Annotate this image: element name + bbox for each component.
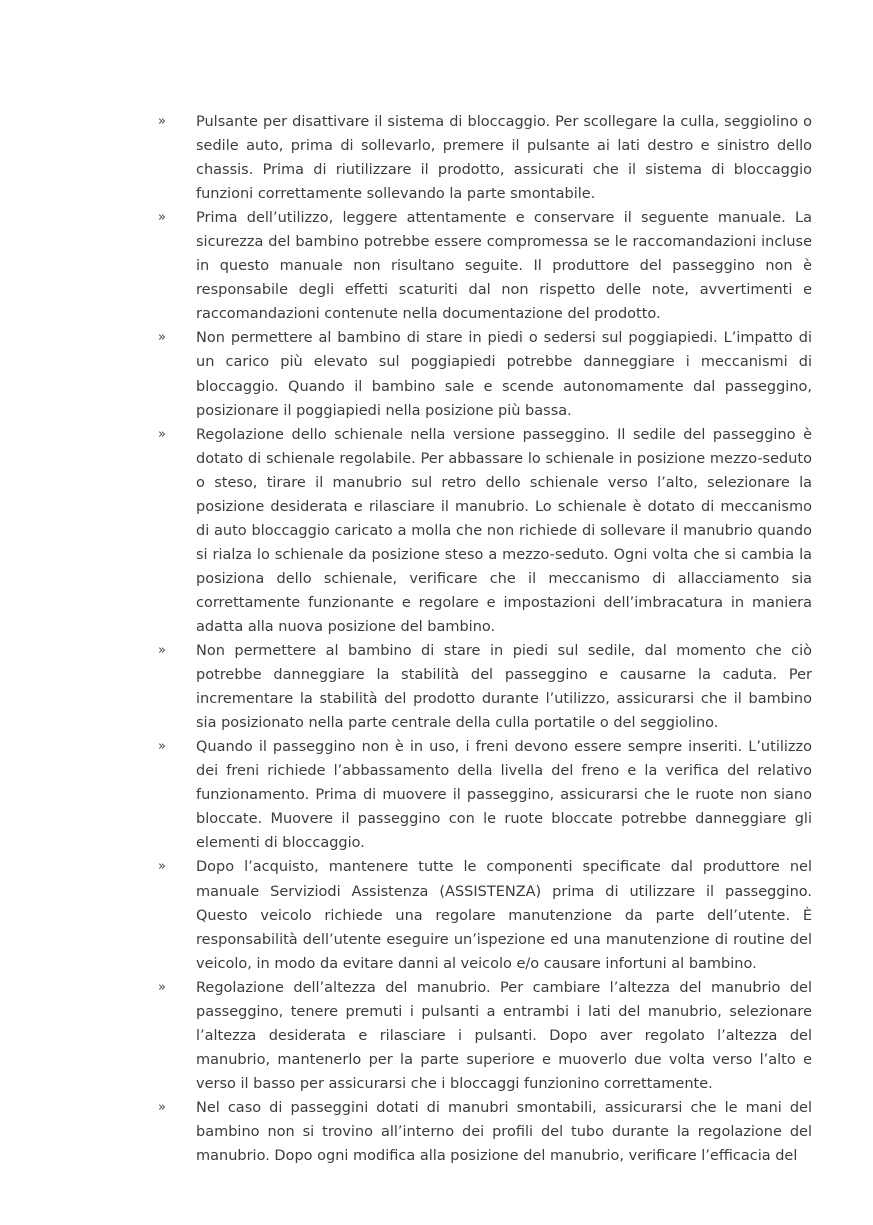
list-item — [158, 976, 812, 1096]
list-item — [158, 1096, 812, 1168]
bullet-marker: » — [158, 1099, 166, 1115]
bullet-marker: » — [158, 643, 166, 659]
list-item — [158, 423, 812, 639]
list-item — [158, 206, 812, 326]
list-item-text: Non permettere al bambino di stare in piedi sul sedile, dal momento che ciò potrebbe danneggiare la stabilità del passeggino e causarne la caduta. Per incrementare la stabilità del prodotto durante l’utilizzo, assicurarsi che il bambino sia posizionato nella parte centrale della culla portatile o del seggiolino. — [196, 643, 812, 732]
list-item-text: Quando il passeggino non è in uso, i freni devono essere sempre inseriti. L’utilizzo dei freni richiede l’abbassamento della livella del freno e la verifica del relativo funzionamento. Prima di muovere il passeggino, assicurarsi che le ruote non siano bloccate. Muovere il passeggino con le ruote bloccate potrebbe danneggiare gli elementi di bloccaggio. — [196, 739, 812, 852]
bullet-marker: » — [158, 114, 166, 129]
list-item — [158, 326, 812, 422]
list-item-text: Regolazione dell’altezza del manubrio. Per cambiare l’altezza del manubrio del passeggino, tenere premuti i pulsanti a entrambi i lati del manubrio, selezionare l’altezza desiderata e rilasciare i pulsanti. Dopo aver regolato l’altezza del manubrio, mantenerlo per la parte superiore e muoverlo due volta verso l’alto e verso il basso per assicurarsi che i bloccaggi funzionino correttamente. — [196, 979, 812, 1092]
list-item-text: Non permettere al bambino di stare in piedi o sedersi sul poggiapiedi. L’impatto di un carico più elevato sul poggiapiedi potrebbe danneggiare i meccanismi di bloccaggio. Quando il bambino sale e scende autonomamente dal passeggino, posizionare il poggiapiedi nella posizione più bassa. — [196, 330, 812, 419]
list-item — [158, 639, 812, 735]
list-item — [158, 110, 812, 206]
instructions-list — [158, 110, 812, 1168]
bullet-marker: » — [158, 426, 166, 442]
list-item-text: Nel caso di passeggini dotati di manubri smontabili, assicurarsi che le mani del bambino non si trovino all’interno dei profili del tubo durante la regolazione del manubrio. Dopo ogni modifica alla posizione del manubrio, verificare l’efficacia del — [196, 1099, 812, 1165]
bullet-marker: » — [158, 859, 166, 875]
bullet-marker: » — [158, 979, 166, 995]
list-item-text: Regolazione dello schienale nella versione passeggino. Il sedile del passeggino è dotato di schienale regolabile. Per abbassare lo schienale in posizione mezzo-seduto o steso, tirare il manubrio sul retro dello schienale verso l’alto, selezionare la posizione desiderata e rilasciare il manubrio. Lo schienale è dotato di meccanismo di auto bloccaggio caricato a molla che non richiede di sollevare il manubrio quando si rialza lo schienale da posizione steso a mezzo-seduto. Ogni volta che si cambia la posiziona dello schienale, verificare che il meccanismo di allacciamento sia correttamente funzionante e regolare e impostazioni dell’imbracatura in maniera adatta alla nuova posizione del bambino. — [196, 426, 812, 635]
list-item — [158, 735, 812, 855]
list-item-text: Prima dell’utilizzo, leggere attentamente e conservare il seguente manuale. La sicurezza del bambino potrebbe essere compromessa se le raccomandazioni incluse in questo manuale non risultano seguite. Il produttore del passeggino non è responsabile degli effetti scaturiti dal non rispetto delle note, avvertimenti e raccomandazioni contenute nella documentazione del prodotto. — [196, 210, 812, 323]
bullet-marker: » — [158, 739, 166, 755]
bullet-marker: » — [158, 330, 166, 346]
list-item-text: Dopo l’acquisto, mantenere tutte le componenti specificate dal produttore nel manuale Serviziodi Assistenza (ASSISTENZA) prima di utilizzare il passeggino. Questo veicolo richiede una regolare manutenzione da parte dell’utente. È responsabilità dell’utente eseguire un’ispezione ed una manutenzione di routine del veicolo, in modo da evitare danni al veicolo e/o causare infortuni al bambino. — [196, 859, 812, 972]
list-item-text: Pulsante per disattivare il sistema di bloccaggio. Per scollegare la culla, seggiolino o sedile auto, prima di sollevarlo, premere il pulsante ai lati destro e sinistro dello chassis. Prima di riutilizzare il prodotto, assicurati che il sistema di bloccaggio funzioni correttamente sollevando la parte smontabile. — [196, 114, 812, 203]
bullet-marker: » — [158, 210, 166, 226]
list-item — [158, 855, 812, 975]
